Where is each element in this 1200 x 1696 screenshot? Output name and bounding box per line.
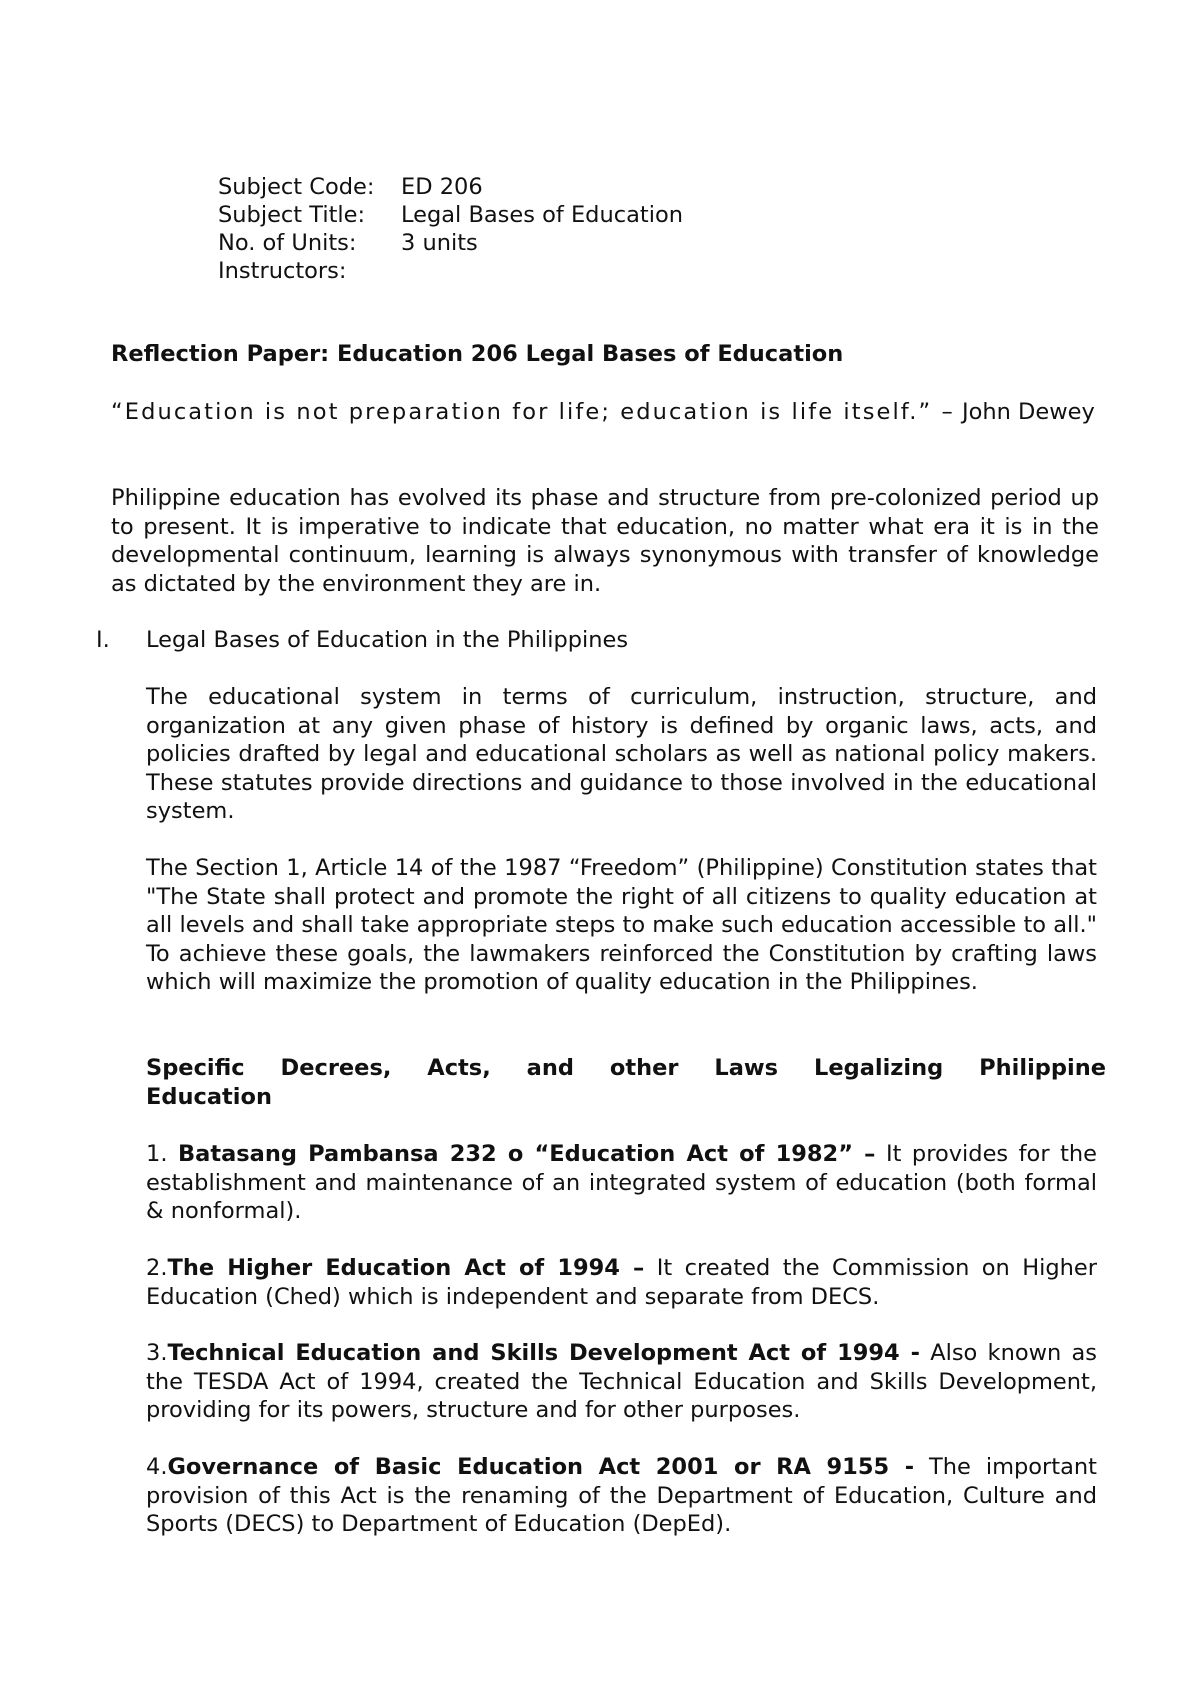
subject-title-value: Legal Bases of Education: [401, 202, 683, 228]
units-row: [218, 229, 683, 257]
law-item: [146, 1453, 1097, 1539]
subject-code-value: ED 206: [401, 174, 483, 200]
law-title: Batasang Pambansa 232 o “Education Act of 1982” –: [177, 1141, 876, 1167]
law-number: 4.: [146, 1454, 168, 1480]
law-item: [146, 1254, 1097, 1311]
intro-paragraph: Philippine education has evolved its phase and structure from pre-colonized period up to present. It is imperative to indicate that education, no matter what era it is in the developmental continuum, learning is always synonymous with transfer of knowledge as dictated by the environment they are in.: [111, 485, 1099, 597]
section-title: Legal Bases of Education in the Philippines: [146, 627, 629, 653]
paper-title: Reflection Paper: Education 206 Legal Bases of Education: [111, 341, 844, 367]
epigraph-quote: [111, 398, 1109, 427]
course-info: [218, 173, 683, 285]
units-label: No. of Units:: [218, 230, 357, 256]
legal-bases-paragraph: The educational system in terms of curriculum, instruction, structure, and organization at any given phase of history is defined by organic laws, acts, and policies drafted by legal and educational scholars as well as national policy makers. These statutes provide directions and guidance to those involved in the educational system.: [146, 684, 1097, 824]
instructors-row: [218, 257, 683, 285]
law-item: [146, 1339, 1097, 1425]
units-value: 3 units: [401, 230, 478, 256]
law-title: Governance of Basic Education Act 2001 or RA 9155 -: [167, 1454, 915, 1480]
subject-title-row: [218, 201, 683, 229]
law-number: 1.: [146, 1141, 168, 1167]
laws-subheading: [146, 1054, 1106, 1111]
constitution-paragraph: The Section 1, Article 14 of the 1987 “Freedom” (Philippine) Constitution states that "The State shall protect and promote the right of all citizens to quality education at all levels and shall take appropriate steps to make such education accessible to all." To achieve these goals, the lawmakers reinforced the Constitution by crafting laws which will maximize the promotion of quality education in the Philippines.: [146, 855, 1097, 995]
law-description: It created the Commission on Higher Education (Ched) which is independent and separate from DECS.: [146, 1255, 1098, 1310]
law-item: [146, 1140, 1097, 1226]
laws-subheading-line2: Education: [146, 1083, 272, 1110]
law-number: 3.: [146, 1340, 168, 1366]
subject-title-label: Subject Title:: [218, 202, 366, 228]
law-number: 2.: [146, 1255, 168, 1281]
quote-author: John Dewey: [961, 399, 1095, 425]
law-title: The Higher Education Act of 1994 –: [167, 1255, 645, 1281]
law-description: It provides for the establishment and maintenance of an integrated system of education (both formal & nonformal).: [146, 1141, 1098, 1224]
laws-subheading-line1: Specific Decrees, Acts, and other Laws Legalizing Philippine: [146, 1055, 1106, 1081]
law-description: The important provision of this Act is the renaming of the Department of Education, Culture and Sports (DECS) to Department of Education (DepEd).: [146, 1454, 1097, 1537]
instructors-label: Instructors:: [218, 258, 347, 284]
subject-code-label: Subject Code:: [218, 174, 375, 200]
law-description: Also known as the TESDA Act of 1994, created the Technical Education and Skills Development, providing for its powers, structure and for other purposes.: [146, 1340, 1097, 1423]
quote-text: “Education is not preparation for life; education is life itself.” –: [111, 399, 955, 425]
section-number: I.: [96, 627, 110, 653]
law-title: Technical Education and Skills Development Act of 1994 -: [167, 1340, 920, 1366]
subject-code-row: [218, 173, 683, 201]
